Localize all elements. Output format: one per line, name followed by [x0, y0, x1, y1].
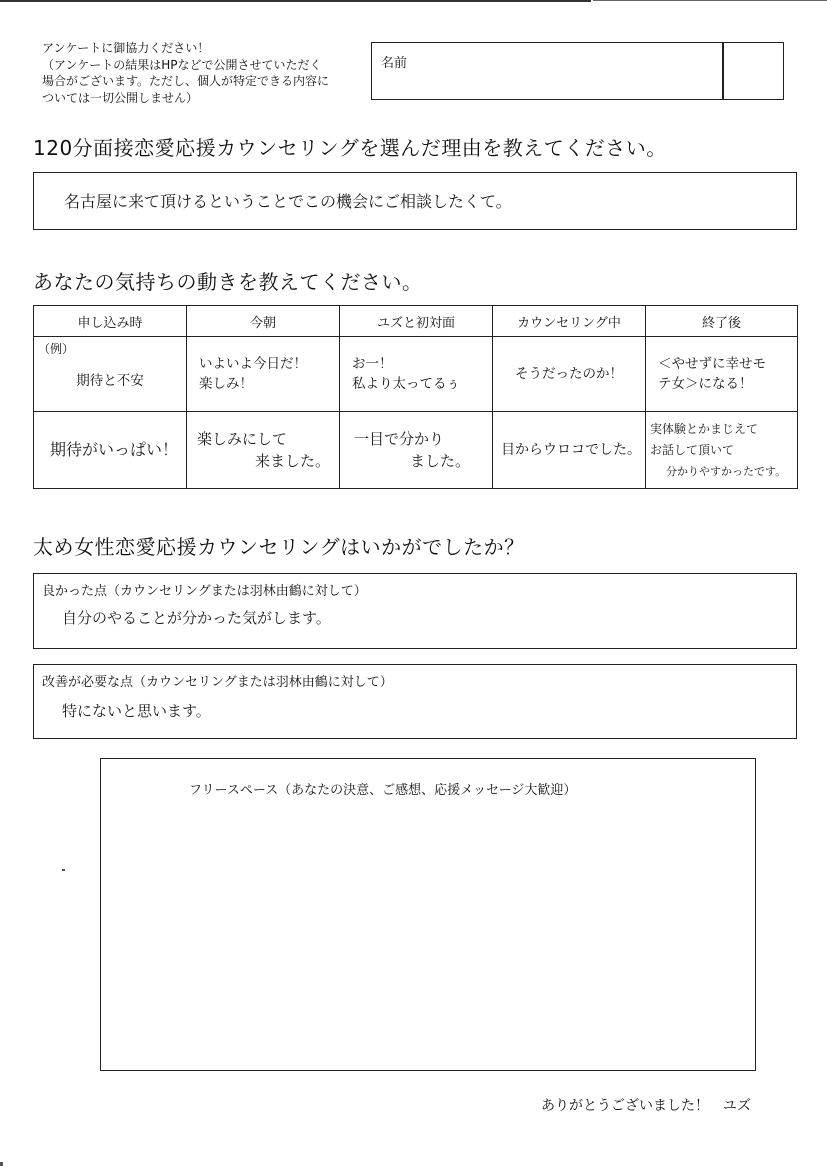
example-text: 楽しみ！ [199, 376, 253, 392]
col-header: 今朝 [187, 306, 340, 337]
example-text: 私より太ってるぅ [352, 376, 460, 392]
q2-heading: あなたの気持ちの動きを教えてください。 [33, 270, 423, 294]
answer-cell[interactable] [34, 412, 187, 489]
improvement-box[interactable] [33, 664, 797, 739]
feelings-header-row [34, 306, 798, 337]
col-header: カウンセリング中 [493, 306, 646, 337]
example-text: そうだったのか！ [515, 366, 623, 382]
name-box-divider [722, 43, 724, 99]
good-points-label: 良かった点（カウンセリングまたは羽林由鶴に対して） [42, 584, 367, 599]
answer-text: 一目で分かり [354, 430, 445, 448]
q3-heading: 太め女性恋愛応援カウンセリングはいかがでしたか？ [33, 535, 525, 559]
good-points-box[interactable] [33, 573, 797, 649]
answer-cell[interactable] [493, 412, 646, 489]
free-space-box[interactable] [100, 758, 756, 1071]
q1-heading: 120分面接恋愛応援カウンセリングを選んだ理由を教えてください。 [33, 136, 667, 160]
answer-text: お話して頂いて [650, 442, 735, 457]
example-tag: （例） [38, 342, 75, 356]
example-cell [340, 337, 493, 412]
answer-text: 期待がいっぱい！ [50, 440, 179, 459]
feelings-table [33, 305, 798, 489]
answer-cell[interactable] [340, 412, 493, 489]
improvement-label: 改善が必要な点（カウンセリングまたは羽林由鶴に対して） [42, 675, 393, 690]
notice-line: アンケートに御協力ください！ [42, 41, 210, 55]
answer-text: 目からウロコでした。 [501, 442, 641, 458]
survey-notice [42, 40, 362, 106]
name-field[interactable] [371, 42, 784, 100]
example-cell [646, 337, 798, 412]
example-text: 期待と不安 [76, 373, 144, 389]
good-points-answer: 自分のやることが分かった気がします。 [62, 609, 331, 627]
free-space-label: フリースペース（あなたの決意、ご感想、応援メッセージ大歓迎） [189, 783, 577, 798]
q1-answer: 名古屋に来て頂けるということでこの機会にご相談したくて。 [64, 192, 512, 211]
notice-line: ついては一切公開しません） [42, 90, 199, 105]
answer-text: 実体験とかまじえて [650, 421, 759, 436]
improvement-answer: 特にないと思います。 [62, 702, 211, 720]
example-cell [187, 337, 340, 412]
name-label: 名前 [381, 56, 408, 71]
example-text: テ女＞になる！ [658, 376, 753, 392]
answer-cell[interactable] [646, 412, 798, 489]
example-cell [34, 337, 187, 412]
answer-text: 楽しみにして [197, 430, 288, 448]
scan-speck [62, 869, 65, 871]
q1-answer-box[interactable] [33, 172, 797, 230]
col-header: 申し込み時 [34, 306, 187, 337]
notice-line: 場合がございます。ただし、個人が特定できる内容に [42, 74, 330, 88]
example-text: お一！ [352, 356, 393, 372]
example-text: ＜やせずに幸せモ [658, 356, 766, 372]
notice-line: （アンケートの結果はHPなどで公開させていただく [42, 57, 322, 72]
top-edge-line-right [593, 0, 827, 1]
col-header: 終了後 [646, 306, 798, 337]
example-cell [493, 337, 646, 412]
answer-cell[interactable] [187, 412, 340, 489]
feelings-answer-row [34, 412, 798, 489]
top-edge-line [0, 0, 591, 2]
answer-text: 来ました。 [255, 452, 331, 470]
answer-text: ました。 [410, 452, 471, 470]
example-text: いよいよ今日だ！ [199, 356, 307, 372]
answer-text: 分かりやすかったです。 [666, 464, 787, 478]
col-header: ユズと初対面 [340, 306, 493, 337]
thanks-message: ありがとうございました！ ユズ [541, 1098, 751, 1114]
feelings-example-row [34, 337, 798, 412]
bottom-left-speck [0, 1162, 3, 1166]
